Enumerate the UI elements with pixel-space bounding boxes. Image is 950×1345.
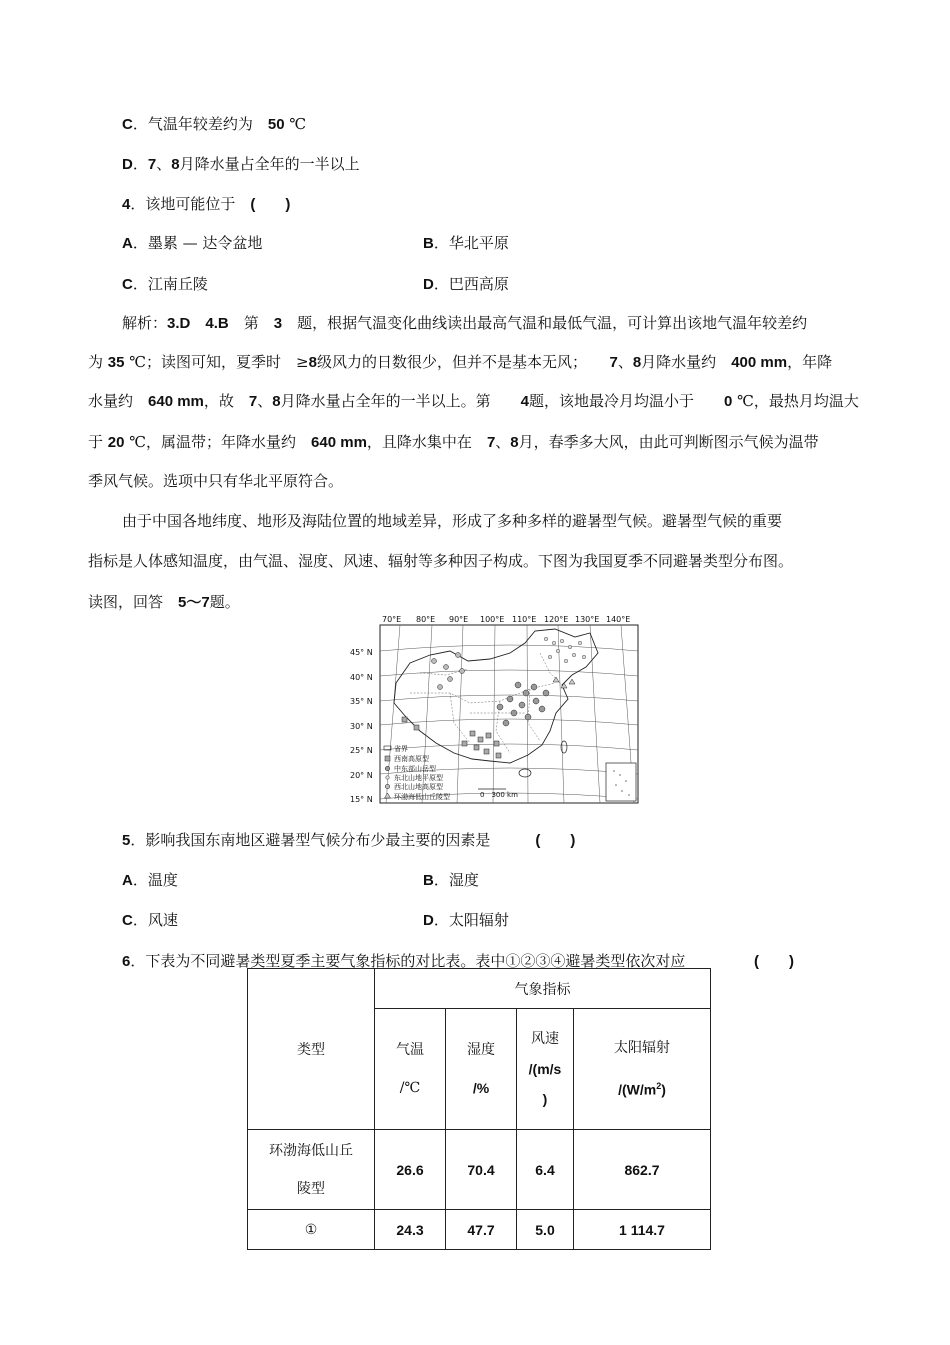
q5-option-b: B．湿度 bbox=[423, 871, 479, 889]
table-row bbox=[248, 1130, 711, 1210]
analysis-line-2: 为 35 ℃；读图可知，夏季时 ≥8级风力的日数很少，但并不是基本无风； 7、8月降水量约 400 mm，年降 bbox=[88, 353, 833, 371]
lat-label: 30° N bbox=[350, 722, 373, 731]
cell-radiation: 862.7 bbox=[574, 1130, 711, 1210]
cell-humidity: 70.4 bbox=[446, 1130, 517, 1210]
q4-option-c: C．江南丘陵 bbox=[122, 275, 208, 293]
analysis-line-4: 于 20 ℃，属温带；年降水量约 640 mm，且降水集中在 7、8月，春季多大风，由此可判断图示气候为温带 bbox=[88, 433, 819, 451]
header-wind-unit-close: ) bbox=[542, 1091, 548, 1107]
lon-label: 70°E bbox=[382, 615, 402, 624]
q6-paren: ( ) bbox=[754, 953, 794, 970]
q4-option-a: A．墨累 — 达令盆地 bbox=[122, 234, 263, 252]
header-radiation-unit: $/(W/m^2)$ bbox=[618, 1081, 666, 1098]
q4-option-d: D．巴西高原 bbox=[423, 275, 509, 293]
legend-northeast-mountain-plain: 东北山地平原型 bbox=[394, 774, 443, 782]
header-wind-label: 风速 bbox=[531, 1031, 559, 1047]
header-temperature-unit: /℃ bbox=[399, 1080, 421, 1096]
lon-label: 90°E bbox=[449, 615, 469, 624]
legend-bohai-hills: 环渤海低山丘陵型 bbox=[394, 793, 450, 801]
scale-bar bbox=[478, 789, 518, 799]
lon-label: 110°E bbox=[512, 615, 537, 624]
header-radiation bbox=[574, 1009, 711, 1130]
header-radiation-label: 太阳辐射 bbox=[614, 1040, 670, 1057]
header-wind-unit: /(m/s bbox=[528, 1061, 562, 1077]
scale-label: 0 300 km bbox=[480, 791, 518, 799]
lon-label: 120°E bbox=[544, 615, 569, 624]
header-humidity bbox=[446, 1009, 517, 1130]
climate-indicator-table bbox=[247, 968, 711, 1250]
analysis-line-5: 季风气候。选项中只有华北平原符合。 bbox=[88, 472, 344, 490]
lon-label: 100°E bbox=[480, 615, 505, 624]
q4-option-b: B．华北平原 bbox=[423, 234, 509, 252]
south-china-sea-inset bbox=[606, 763, 636, 801]
lon-label: 140°E bbox=[606, 615, 631, 624]
lat-label: 35° N bbox=[350, 697, 373, 706]
passage-line-3: 读图，回答 5～7题。 bbox=[88, 593, 240, 611]
q5-option-a: A．温度 bbox=[122, 871, 178, 889]
header-temperature-label: 气温 bbox=[396, 1042, 424, 1058]
header-type: 类型 bbox=[248, 969, 375, 1130]
lat-label: 25° N bbox=[350, 746, 373, 755]
header-indicators: 气象指标 bbox=[375, 969, 711, 1009]
q5-option-d: D．太阳辐射 bbox=[423, 911, 509, 929]
q4-stem: 4．该地可能位于 ( ) bbox=[122, 195, 291, 213]
lon-label: 80°E bbox=[416, 615, 436, 624]
table-row bbox=[248, 1210, 711, 1250]
legend-province-border: 省界 bbox=[394, 745, 408, 753]
lat-label: 15° N bbox=[350, 795, 373, 804]
q5-stem: 5．影响我国东南地区避暑型气候分布少最主要的因素是 ( ) bbox=[122, 831, 576, 849]
q5-option-c: C．风速 bbox=[122, 911, 178, 929]
cell-humidity: 47.7 bbox=[446, 1210, 517, 1250]
lat-label: 45° N bbox=[350, 648, 373, 657]
cell-wind: 6.4 bbox=[517, 1130, 574, 1210]
row-type: ① bbox=[248, 1210, 375, 1250]
legend-central-east-mountain: 中东部山岳型 bbox=[394, 765, 436, 773]
header-humidity-unit: /% bbox=[472, 1080, 490, 1096]
header-wind bbox=[517, 1009, 574, 1130]
legend-southwest-plateau: 西南高原型 bbox=[394, 755, 429, 763]
q6-stem: 6．下表为不同避暑类型夏季主要气象指标的对比表。表中①②③④避暑类型依次对应 bbox=[122, 952, 686, 970]
cell-wind: 5.0 bbox=[517, 1210, 574, 1250]
legend-northwest-mountain-plateau: 西北山地高原型 bbox=[394, 783, 443, 791]
cell-temperature: 24.3 bbox=[375, 1210, 446, 1250]
cell-temperature: 26.6 bbox=[375, 1130, 446, 1210]
lon-label: 130°E bbox=[575, 615, 600, 624]
analysis-line-3: 水量约 640 mm，故 7、8月降水量占全年的一半以上。第 4题，该地最冷月均温小于 0 ℃，最热月均温大 bbox=[88, 392, 859, 410]
lat-label: 40° N bbox=[350, 673, 373, 682]
summer-resort-climate-map bbox=[350, 613, 640, 806]
lat-label: 20° N bbox=[350, 771, 373, 780]
header-humidity-label: 湿度 bbox=[467, 1042, 495, 1058]
passage-line-2: 指标是人体感知温度，由气温、湿度、风速、辐射等多种因子构成。下图为我国夏季不同避暑类型分布图。 bbox=[88, 552, 794, 570]
cell-radiation: 1 114.7 bbox=[574, 1210, 711, 1250]
row-type: 环渤海低山丘 陵型 bbox=[248, 1130, 375, 1210]
q3-option-d: D．7、8月降水量占全年的一半以上 bbox=[122, 155, 360, 173]
passage-line-1: 由于中国各地纬度、地形及海陆位置的地域差异，形成了多种多样的避暑型气候。避暑型气候的重要 bbox=[122, 512, 783, 530]
q3-option-c: C．气温年较差约为 50 ℃ bbox=[122, 115, 307, 133]
header-temperature bbox=[375, 1009, 446, 1130]
analysis-line-1: 解析：3.D 4.B 第 3 题，根据气温变化曲线读出最高气温和最低气温，可计算出该地气温年较差约 bbox=[122, 314, 808, 332]
